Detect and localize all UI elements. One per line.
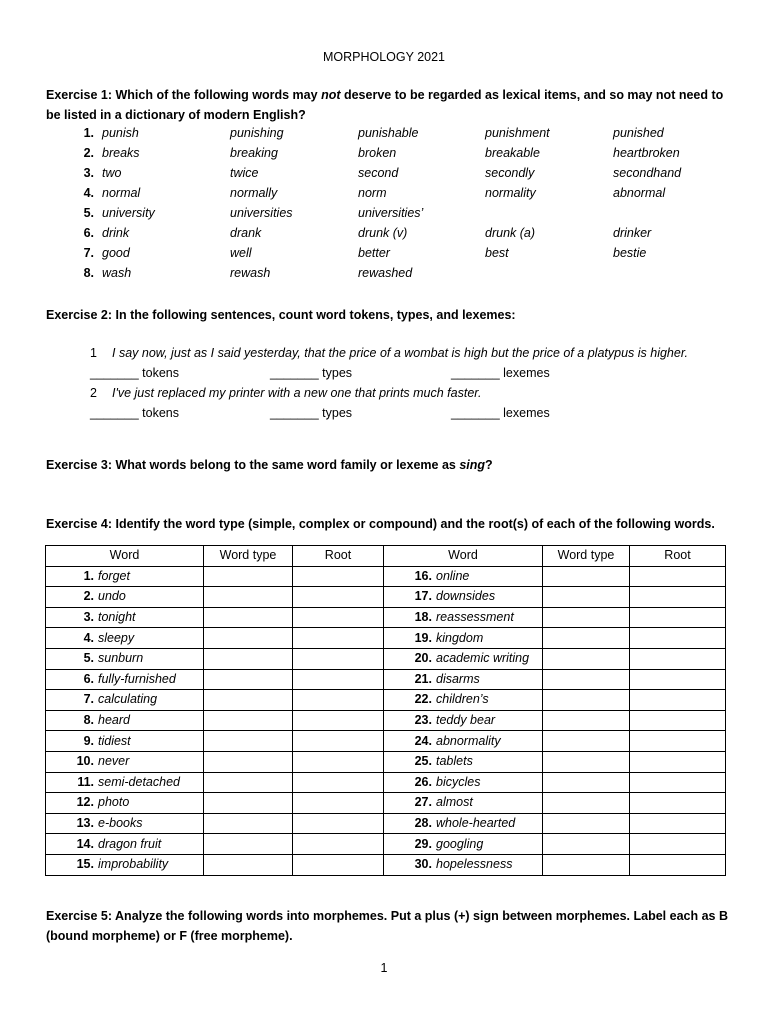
word-cell	[384, 813, 543, 834]
answer-cell	[204, 587, 293, 608]
table-header-row	[46, 546, 726, 567]
answer-cell	[204, 648, 293, 669]
sentence-text: I say now, just as I said yesterday, that the price of a wombat is high but the price of a platypus is higher.	[112, 346, 689, 360]
answer-cell	[543, 834, 630, 855]
answer-cell	[293, 751, 384, 772]
answer-cell	[293, 607, 384, 628]
answer-cell	[204, 731, 293, 752]
blank-line: _______	[270, 406, 319, 420]
word-text: heard	[98, 713, 130, 728]
table-row	[46, 628, 726, 649]
answer-cell	[293, 628, 384, 649]
word-cell	[46, 628, 204, 649]
word-number: 3.	[83, 610, 94, 625]
answer-cell	[543, 710, 630, 731]
list-item-word: rewashed	[358, 266, 413, 280]
word-number: 15.	[76, 857, 94, 872]
list-item-word: drank	[230, 226, 262, 240]
answer-cell	[204, 793, 293, 814]
word-number: 24.	[414, 733, 432, 748]
answer-blank-tokens	[90, 406, 179, 420]
answer-cell	[630, 607, 726, 628]
list-item-word: drink	[102, 226, 130, 240]
word-cell	[384, 587, 543, 608]
word-text: almost	[436, 795, 473, 810]
list-item-word: bestie	[613, 246, 647, 260]
answer-cell	[204, 607, 293, 628]
word-text: whole-hearted	[436, 816, 516, 831]
word-text: hopelessness	[436, 857, 513, 872]
word-cell	[46, 648, 204, 669]
answer-cell	[293, 669, 384, 690]
table-row	[46, 690, 726, 711]
word-number: 7.	[83, 692, 94, 707]
list-item-number: 4.	[83, 186, 94, 200]
list-item-word: secondly	[485, 166, 535, 180]
sentence-2	[90, 386, 481, 400]
answer-cell	[543, 731, 630, 752]
answer-cell	[630, 669, 726, 690]
word-text: abnormality	[436, 733, 501, 748]
word-cell	[384, 834, 543, 855]
word-number: 16.	[414, 568, 432, 583]
word-text: forget	[98, 568, 130, 583]
answer-cell	[204, 669, 293, 690]
exercise-3-heading-text-end: ?	[485, 458, 493, 472]
exercise-1-heading-emphasis: not	[321, 88, 341, 102]
answer-cell	[293, 690, 384, 711]
blank-line: _______	[90, 366, 139, 380]
answer-cell	[543, 587, 630, 608]
exercise-5-heading: Exercise 5: Analyze the following words into morphemes. Put a plus (+) sign between morphemes. Label each as B (bound morpheme) or F (free morpheme).	[46, 909, 728, 943]
word-number: 2.	[83, 589, 94, 604]
word-number: 10.	[76, 754, 94, 769]
header-root: Root	[630, 546, 726, 567]
word-text: photo	[98, 795, 130, 810]
list-item-word: normality	[485, 186, 536, 200]
blank-label: types	[322, 406, 353, 420]
word-cell	[46, 772, 204, 793]
list-item-word: universities’	[358, 206, 424, 220]
blank-label: lexemes	[503, 366, 550, 380]
blank-label: types	[322, 366, 353, 380]
word-cell	[46, 710, 204, 731]
word-text: undo	[98, 589, 126, 604]
answer-cell	[293, 813, 384, 834]
word-cell	[46, 834, 204, 855]
answer-cell	[630, 566, 726, 587]
word-text: tablets	[436, 754, 473, 769]
list-item-word: punish	[102, 126, 139, 140]
answer-cell	[293, 793, 384, 814]
answer-cell	[293, 648, 384, 669]
word-number: 26.	[414, 774, 432, 789]
exercise-3-heading-text: Exercise 3: What words belong to the same word family or lexeme as	[46, 458, 460, 472]
exercise-2-heading: Exercise 2: In the following sentences, count word tokens, types, and lexemes:	[46, 308, 516, 322]
list-item-word: wash	[102, 266, 132, 280]
answer-cell	[543, 566, 630, 587]
word-cell	[46, 731, 204, 752]
table-row	[46, 710, 726, 731]
word-text: disarms	[436, 671, 480, 686]
table-row	[46, 669, 726, 690]
table-row	[46, 834, 726, 855]
word-text: improbability	[98, 857, 169, 872]
header-word-type: Word type	[543, 546, 630, 567]
answer-cell	[630, 628, 726, 649]
table-row	[46, 793, 726, 814]
list-item-number: 3.	[83, 166, 94, 180]
word-text: calculating	[98, 692, 158, 707]
word-number: 30.	[414, 857, 432, 872]
answer-cell	[293, 566, 384, 587]
answer-cell	[543, 813, 630, 834]
answer-cell	[204, 566, 293, 587]
list-item-word: two	[102, 166, 122, 180]
answer-cell	[293, 772, 384, 793]
answer-cell	[293, 710, 384, 731]
word-number: 17.	[414, 589, 432, 604]
answer-cell	[543, 628, 630, 649]
word-number: 21.	[414, 671, 432, 686]
word-text: semi-detached	[98, 774, 180, 789]
answer-cell	[630, 751, 726, 772]
answer-cell	[293, 834, 384, 855]
answer-cell	[204, 751, 293, 772]
list-item-word: broken	[358, 146, 397, 160]
answer-blank-lexemes	[451, 366, 550, 380]
word-cell	[384, 793, 543, 814]
word-text: fully-furnished	[98, 671, 176, 686]
answer-cell	[204, 813, 293, 834]
answer-blank-types	[270, 406, 352, 420]
table-row	[46, 731, 726, 752]
list-item-word: best	[485, 246, 509, 260]
word-text: sleepy	[98, 630, 135, 645]
list-item-word: rewash	[230, 266, 271, 280]
exercise-4-heading: Exercise 4: Identify the word type (simple, complex or compound) and the root(s) of each of the following words.	[46, 517, 715, 531]
page-number: 1	[380, 961, 388, 975]
document-title: MORPHOLOGY 2021	[322, 50, 446, 64]
answer-blank-tokens	[90, 366, 179, 380]
word-number: 25.	[414, 754, 432, 769]
sentence-number: 1	[90, 346, 97, 360]
word-text: teddy bear	[436, 713, 496, 728]
list-item-word: punished	[613, 126, 664, 140]
list-item-word: well	[230, 246, 252, 260]
word-text: reassessment	[436, 610, 514, 625]
blank-line: _______	[451, 406, 500, 420]
list-item-word: norm	[358, 186, 387, 200]
list-item-word: breaking	[230, 146, 278, 160]
header-root: Root	[293, 546, 384, 567]
answer-cell	[543, 607, 630, 628]
word-number: 9.	[83, 733, 94, 748]
word-cell	[384, 854, 543, 875]
word-number: 29.	[414, 836, 432, 851]
answer-cell	[204, 854, 293, 875]
list-item-word: good	[102, 246, 130, 260]
word-cell	[384, 751, 543, 772]
word-text: dragon fruit	[98, 836, 162, 851]
table-row	[46, 813, 726, 834]
word-number: 5.	[83, 651, 94, 666]
word-cell	[384, 607, 543, 628]
answer-cell	[630, 834, 726, 855]
list-item-number: 5.	[83, 206, 94, 220]
exercise-3-heading-emphasis: sing	[459, 458, 486, 472]
answer-cell	[543, 669, 630, 690]
list-item-word: punishment	[485, 126, 550, 140]
header-word: Word	[384, 546, 543, 567]
answer-cell	[543, 854, 630, 875]
list-item-word: drunk (v)	[358, 226, 408, 240]
word-text: downsides	[436, 589, 496, 604]
table-row	[46, 566, 726, 587]
exercise-1-heading-text-end: deserve to be regarded as lexical items, and so may not need to be listed in a dictionary of modern English?	[46, 88, 724, 122]
word-cell	[384, 772, 543, 793]
blank-line: _______	[451, 366, 500, 380]
table-row	[46, 751, 726, 772]
word-number: 23.	[414, 713, 432, 728]
word-number: 11.	[77, 774, 94, 789]
list-item-word: normally	[230, 186, 278, 200]
exercise-3-heading	[46, 456, 493, 476]
word-cell	[46, 751, 204, 772]
list-item-word: universities	[230, 206, 293, 220]
word-text: academic writing	[436, 651, 530, 666]
answer-cell	[630, 690, 726, 711]
word-cell	[384, 648, 543, 669]
answer-cell	[204, 834, 293, 855]
sentence-1	[90, 346, 688, 360]
blank-label: tokens	[142, 366, 179, 380]
answer-cell	[630, 648, 726, 669]
word-text: kingdom	[436, 630, 484, 645]
word-number: 18.	[414, 610, 432, 625]
answer-cell	[630, 731, 726, 752]
answer-cell	[204, 710, 293, 731]
word-cell	[46, 793, 204, 814]
table-row	[46, 587, 726, 608]
blank-label: tokens	[142, 406, 179, 420]
blank-line: _______	[270, 366, 319, 380]
list-item-word: university	[102, 206, 155, 220]
list-item-number: 8.	[83, 266, 94, 280]
exercise-1-heading-text: Exercise 1: Which of the following words may	[46, 88, 322, 102]
answer-cell	[543, 690, 630, 711]
word-number: 8.	[83, 713, 94, 728]
word-cell	[46, 854, 204, 875]
answer-cell	[204, 772, 293, 793]
answer-cell	[543, 648, 630, 669]
word-number: 4.	[83, 630, 94, 645]
word-text: children’s	[436, 692, 489, 707]
table-row	[46, 607, 726, 628]
list-item-word: twice	[230, 166, 259, 180]
word-text: tonight	[98, 610, 136, 625]
word-text: sunburn	[98, 651, 144, 666]
answer-blank-types	[270, 366, 352, 380]
list-item-word: secondhand	[613, 166, 682, 180]
sentence-text: I've just replaced my printer with a new one that prints much faster.	[112, 386, 482, 400]
answer-cell	[293, 854, 384, 875]
list-item-word: normal	[102, 186, 141, 200]
header-word-type: Word type	[204, 546, 293, 567]
answer-cell	[204, 628, 293, 649]
exercise-1-heading	[46, 86, 736, 125]
answer-cell	[630, 772, 726, 793]
word-cell	[46, 587, 204, 608]
word-cell	[46, 566, 204, 587]
word-number: 13.	[76, 816, 94, 831]
word-cell	[384, 690, 543, 711]
answer-cell	[630, 587, 726, 608]
word-number: 19.	[414, 630, 432, 645]
list-item-word: heartbroken	[613, 146, 680, 160]
word-cell	[384, 669, 543, 690]
list-item-word: drinker	[613, 226, 652, 240]
word-text: bicycles	[436, 774, 481, 789]
list-item-word: breakable	[485, 146, 540, 160]
word-cell	[46, 607, 204, 628]
sentence-number: 2	[90, 386, 97, 400]
answer-cell	[630, 710, 726, 731]
word-number: 12.	[76, 795, 94, 810]
word-cell	[384, 710, 543, 731]
word-text: never	[98, 754, 130, 769]
answer-cell	[204, 690, 293, 711]
word-cell	[384, 628, 543, 649]
list-item-number: 1.	[83, 126, 94, 140]
list-item-word: better	[358, 246, 390, 260]
list-item-number: 2.	[83, 146, 94, 160]
answer-cell	[543, 793, 630, 814]
word-cell	[46, 813, 204, 834]
list-item-word: abnormal	[613, 186, 666, 200]
answer-blank-lexemes	[451, 406, 550, 420]
word-text: googling	[436, 836, 484, 851]
list-item-word: punishing	[230, 126, 284, 140]
table-row	[46, 854, 726, 875]
list-item-word: breaks	[102, 146, 140, 160]
word-cell	[46, 669, 204, 690]
list-item-number: 7.	[83, 246, 94, 260]
answer-cell	[293, 587, 384, 608]
word-number: 28.	[414, 816, 432, 831]
word-number: 1.	[83, 568, 94, 583]
word-cell	[384, 566, 543, 587]
word-text: tidiest	[98, 733, 131, 748]
header-word: Word	[46, 546, 204, 567]
blank-line: _______	[90, 406, 139, 420]
answer-cell	[630, 793, 726, 814]
word-number: 14.	[76, 836, 94, 851]
list-item-number: 6.	[83, 226, 94, 240]
answer-cell	[630, 813, 726, 834]
word-number: 20.	[414, 651, 432, 666]
list-item-word: drunk (a)	[485, 226, 536, 240]
word-text: online	[436, 568, 470, 583]
word-cell	[46, 690, 204, 711]
table-row	[46, 648, 726, 669]
word-text: e-books	[98, 816, 143, 831]
answer-cell	[630, 854, 726, 875]
answer-cell	[543, 772, 630, 793]
list-item-word: second	[358, 166, 399, 180]
word-cell	[384, 731, 543, 752]
answer-cell	[293, 731, 384, 752]
word-number: 22.	[414, 692, 432, 707]
blank-label: lexemes	[503, 406, 550, 420]
list-item-word: punishable	[358, 126, 419, 140]
word-number: 27.	[414, 795, 432, 810]
answer-cell	[543, 751, 630, 772]
table-row	[46, 772, 726, 793]
exercise-4-table	[45, 545, 726, 876]
word-number: 6.	[83, 671, 94, 686]
